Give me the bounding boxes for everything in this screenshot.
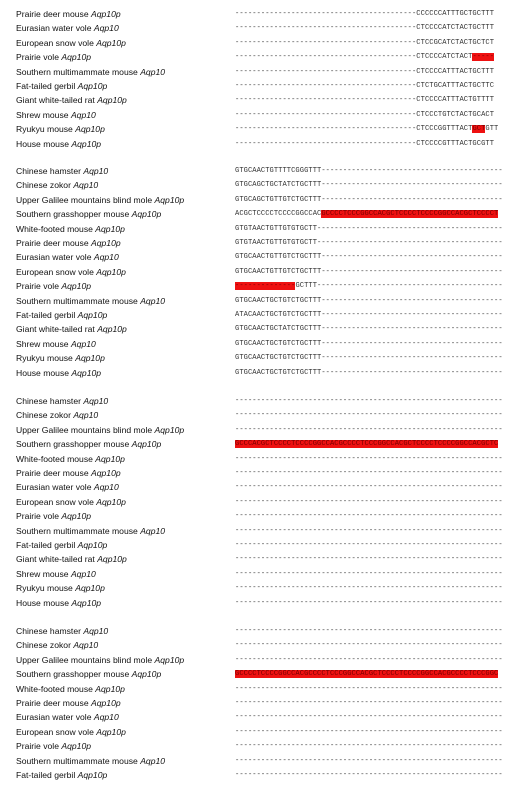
- species-label: [16, 495, 126, 509]
- species-name: Upper Galilee mountains blind mole: [16, 194, 155, 205]
- alignment-row: [0, 710, 532, 724]
- gene-name: Aqp10p: [91, 238, 121, 248]
- species-label: [16, 624, 108, 638]
- gene-name: Aqp10p: [131, 209, 162, 220]
- sequence-highlight: GCT: [472, 125, 486, 134]
- gene-name: Aqp10p: [96, 496, 126, 507]
- gene-name: Aqp10: [73, 410, 99, 421]
- alignment-row: [0, 394, 532, 408]
- sequence: --------------------------------------------------------------: [235, 555, 503, 564]
- sequence: --------------------------------------------------------------: [235, 584, 503, 593]
- gene-name: Aqp10: [93, 482, 119, 493]
- gene-name: Aqp10p: [154, 194, 185, 205]
- sequence: --------------------------------------------------------------: [235, 684, 503, 693]
- species-name: White-footed mouse: [16, 223, 96, 234]
- sequence: --------------------------------------------------------------: [235, 699, 503, 707]
- gene-name: Aqp10: [70, 568, 96, 579]
- sequence: GTGTAACTGTTGTGTGCTT-------------------------------------------: [235, 224, 503, 233]
- species-name: Prairie deer mouse: [16, 9, 91, 19]
- alignment-row: [0, 437, 532, 451]
- species-label: [16, 437, 161, 451]
- species-name: Ryukyu mouse: [16, 353, 76, 364]
- sequence: --------------------------------------------------------------: [235, 425, 503, 434]
- species-name: Eurasian water vole: [16, 23, 94, 34]
- alignment-row: [0, 122, 532, 136]
- alignment-row: [0, 423, 532, 437]
- alignment-row: [0, 725, 532, 739]
- sequence: --------------------------------------------------------------: [235, 512, 503, 521]
- sequence: --------------------------------------------------------------: [235, 641, 503, 650]
- sequence: ------------------------------------------CTCCCCATTTACTGTTTT: [235, 96, 495, 105]
- sequence-highlight: GCCCCTCCCGGCCACGCTCCCCTCCCCGGCCACGCTCCCCT: [321, 210, 499, 219]
- species-name: Prairie deer mouse: [16, 468, 91, 478]
- species-label: [16, 581, 105, 595]
- species-label: [16, 207, 161, 221]
- species-label: [16, 696, 121, 710]
- sequence: --------------------------------------------------------------: [235, 756, 503, 765]
- species-label: [16, 178, 98, 192]
- sequence: GTGCAACTGTTTTCGGGTTT------------------------------------------: [235, 167, 503, 175]
- species-name: White-footed mouse: [16, 453, 96, 464]
- alignment-row: [0, 552, 532, 566]
- alignment-row: [0, 164, 532, 178]
- species-name: Fat-tailed gerbil: [16, 540, 78, 550]
- sequence: ------------------------------------------CTCCCTGTCTACTGCACT: [235, 110, 495, 119]
- alignment-row: [0, 108, 532, 122]
- species-name: Prairie vole: [16, 281, 62, 292]
- species-name: Southern multimammate mouse: [16, 295, 141, 306]
- gene-name: Aqp10: [93, 23, 119, 34]
- alignment-row: [0, 93, 532, 107]
- gene-name: Aqp10p: [96, 726, 126, 737]
- sequence: --------------------------------------------------------------: [235, 397, 503, 405]
- species-name: Fat-tailed gerbil: [16, 770, 78, 780]
- sequence: --------------GCTTT-------------------------------------------: [235, 282, 503, 291]
- species-label: [16, 596, 101, 610]
- gene-name: Aqp10: [83, 166, 109, 176]
- species-label: [16, 754, 165, 768]
- gene-name: Aqp10: [73, 640, 99, 651]
- species-name: Shrew mouse: [16, 568, 71, 579]
- gene-name: Aqp10p: [77, 770, 108, 780]
- alignment-row: [0, 495, 532, 509]
- sequence: --------------------------------------------------------------: [235, 727, 503, 736]
- sequence-highlight: --------------: [235, 282, 296, 291]
- sequence: ------------------------------------------CTCCCCATCTACTGCTTT: [235, 24, 495, 33]
- species-label: [16, 524, 165, 538]
- sequence: GTGCAACTGTTGTCTGCTTT------------------------------------------: [235, 267, 503, 276]
- species-name: Shrew mouse: [16, 338, 71, 349]
- alignment-row: [0, 7, 532, 21]
- alignment-row: [0, 65, 532, 79]
- alignment-row: [0, 178, 532, 192]
- species-name: Southern grasshopper mouse: [16, 669, 132, 680]
- species-label: [16, 265, 126, 279]
- alignment-row: [0, 408, 532, 422]
- alignment-row: [0, 538, 532, 552]
- gene-name: Aqp10p: [61, 511, 92, 522]
- alignment-row: [0, 667, 532, 681]
- species-label: [16, 567, 96, 581]
- sequence: [235, 437, 525, 451]
- species-name: Fat-tailed gerbil: [16, 310, 78, 320]
- alignment-row: [0, 193, 532, 207]
- species-name: Southern grasshopper mouse: [16, 439, 132, 450]
- species-name: Southern multimammate mouse: [16, 525, 141, 536]
- alignment-row: [0, 466, 532, 480]
- gene-name: Aqp10p: [77, 310, 108, 320]
- species-name: Chinese hamster: [16, 626, 84, 636]
- species-label: [16, 351, 105, 365]
- sequence: --------------------------------------------------------------: [235, 771, 503, 779]
- species-name: House mouse: [16, 597, 72, 608]
- species-name: Southern grasshopper mouse: [16, 209, 132, 220]
- alignment-row: [0, 638, 532, 652]
- gene-name: Aqp10p: [71, 138, 102, 149]
- alignment-row: [0, 452, 532, 466]
- species-label: [16, 682, 125, 696]
- species-name: Fat-tailed gerbil: [16, 81, 78, 91]
- alignment-row: [0, 624, 532, 638]
- sequence: ------------------------------------------CTCCCCGTTTACTGCGTT: [235, 139, 495, 148]
- gene-name: Aqp10p: [96, 266, 126, 277]
- species-name: Prairie deer mouse: [16, 238, 91, 248]
- alignment-row: [0, 294, 532, 308]
- species-label: [16, 122, 105, 136]
- species-label: [16, 653, 184, 667]
- gene-name: Aqp10p: [97, 554, 127, 565]
- alignment-row: [0, 279, 532, 293]
- alignment-row: [0, 250, 532, 264]
- species-name: Ryukyu mouse: [16, 124, 76, 135]
- alignment-row: [0, 21, 532, 35]
- species-label: [16, 193, 184, 207]
- sequence: GTGCAACTGCTGTCTGCTTT------------------------------------------: [235, 296, 503, 305]
- sequence: GTGCAACTGCTATCTGCTTT------------------------------------------: [235, 325, 503, 334]
- species-name: Shrew mouse: [16, 109, 71, 120]
- sequence: --------------------------------------------------------------: [235, 454, 503, 463]
- sequence: ------------------------------------------CTCCGCATCTACTGCTCT: [235, 38, 495, 47]
- species-name: Giant white-tailed rat: [16, 554, 98, 565]
- species-name: House mouse: [16, 138, 72, 149]
- alignment-row: [0, 236, 532, 250]
- species-name: European snow vole: [16, 266, 97, 277]
- gene-name: Aqp10p: [91, 468, 121, 478]
- species-label: [16, 322, 127, 336]
- gene-name: Aqp10p: [75, 583, 105, 594]
- species-label: [16, 50, 91, 64]
- species-label: [16, 164, 108, 178]
- sequence: GTGCAACTGCTGTCTGCTTT------------------------------------------: [235, 354, 503, 363]
- sequence-highlight: GCCCCTCCCCGGCCACGCCCCTCCCGGCCACGCTCCCCTCCCCGGCCACGCCCCTCCCGGC: [235, 670, 499, 679]
- species-name: Eurasian water vole: [16, 252, 94, 263]
- species-label: [16, 739, 91, 753]
- alignment-row: [0, 696, 532, 710]
- alignment-row: [0, 567, 532, 581]
- species-label: [16, 408, 98, 422]
- species-label: [16, 93, 127, 107]
- alignment-row: [0, 265, 532, 279]
- gene-name: Aqp10p: [97, 95, 127, 106]
- alignment-row: [0, 207, 532, 221]
- alignment-row: [0, 337, 532, 351]
- species-label: [16, 7, 121, 21]
- species-label: [16, 423, 184, 437]
- species-label: [16, 480, 119, 494]
- species-name: Chinese hamster: [16, 166, 84, 176]
- gene-name: Aqp10p: [154, 424, 185, 435]
- species-label: [16, 538, 107, 552]
- gene-name: Aqp10p: [131, 669, 162, 680]
- gene-name: Aqp10p: [131, 439, 162, 450]
- species-label: [16, 79, 107, 93]
- species-name: Chinese zokor: [16, 410, 74, 421]
- species-name: European snow vole: [16, 726, 97, 737]
- alignment-row: [0, 509, 532, 523]
- gene-name: Aqp10: [140, 755, 166, 766]
- gene-name: Aqp10p: [75, 124, 105, 135]
- sequence: --------------------------------------------------------------: [235, 742, 503, 751]
- sequence: --------------------------------------------------------------: [235, 569, 503, 578]
- sequence: --------------------------------------------------------------: [235, 655, 503, 664]
- alignment-row: [0, 754, 532, 768]
- species-label: [16, 36, 126, 50]
- species-name: Prairie vole: [16, 511, 62, 522]
- gene-name: Aqp10: [70, 338, 96, 349]
- sequence: ATACAACTGCTGTCTGCTTT------------------------------------------: [235, 311, 503, 319]
- sequence: --------------------------------------------------------------: [235, 497, 503, 506]
- species-label: [16, 366, 101, 380]
- gene-name: Aqp10p: [96, 37, 126, 48]
- species-name: Prairie deer mouse: [16, 698, 91, 708]
- gene-name: Aqp10: [140, 66, 166, 77]
- gene-name: Aqp10p: [95, 683, 125, 694]
- alignment-row: [0, 581, 532, 595]
- species-label: [16, 108, 96, 122]
- sequence: GTGCAACTGCTGTCTGCTTT------------------------------------------: [235, 368, 503, 377]
- species-name: Chinese zokor: [16, 640, 74, 651]
- gene-name: Aqp10: [73, 180, 99, 191]
- species-name: Upper Galilee mountains blind mole: [16, 654, 155, 665]
- species-label: [16, 552, 127, 566]
- gene-name: Aqp10p: [61, 281, 92, 292]
- species-name: Chinese zokor: [16, 180, 74, 191]
- species-label: [16, 308, 107, 322]
- species-label: [16, 768, 107, 782]
- sequence: ACGCTCCCCTCCCCGGCCACGCCCCTCCCGGCCACGCTCCCCTCCCCGGCCACGCTCCCCT: [235, 210, 499, 219]
- sequence: [235, 667, 525, 681]
- species-name: European snow vole: [16, 496, 97, 507]
- alignment-row: [0, 351, 532, 365]
- gene-name: Aqp10: [140, 525, 166, 536]
- sequence: GTGCAGCTGTTGTCTGCTTT------------------------------------------: [235, 195, 503, 204]
- sequence: ------------------------------------------CTCCCCATTTACTGCTTT: [235, 67, 495, 76]
- species-label: [16, 337, 96, 351]
- gene-name: Aqp10: [70, 109, 96, 120]
- species-label: [16, 509, 91, 523]
- sequence: GTGTAACTGTTGTGTGCTT-------------------------------------------: [235, 239, 503, 247]
- species-name: Upper Galilee mountains blind mole: [16, 424, 155, 435]
- gene-name: Aqp10p: [75, 353, 105, 364]
- sequence: ------------------------------------------CCCCCCATTTGCTGCTTT: [235, 10, 495, 18]
- gene-name: Aqp10: [83, 626, 109, 636]
- species-name: Southern multimammate mouse: [16, 66, 141, 77]
- alignment-row: [0, 480, 532, 494]
- sequence: GTGCAACTGCTGTCTGCTTT------------------------------------------: [235, 339, 503, 348]
- gene-name: Aqp10p: [77, 81, 108, 91]
- sequence: GTGCAACTGTTGTCTGCTTT------------------------------------------: [235, 253, 503, 262]
- gene-name: Aqp10p: [154, 654, 185, 665]
- species-name: White-footed mouse: [16, 683, 96, 694]
- species-name: Giant white-tailed rat: [16, 95, 98, 106]
- alignment-row: [0, 366, 532, 380]
- gene-name: Aqp10: [83, 396, 109, 406]
- species-label: [16, 21, 119, 35]
- species-label: [16, 236, 121, 250]
- species-label: [16, 452, 125, 466]
- gene-name: Aqp10p: [71, 367, 102, 378]
- alignment-row: [0, 322, 532, 336]
- species-label: [16, 250, 119, 264]
- alignment-row: [0, 653, 532, 667]
- species-label: [16, 65, 165, 79]
- species-label: [16, 638, 98, 652]
- sequence: --------------------------------------------------------------: [235, 713, 503, 722]
- gene-name: Aqp10p: [91, 698, 121, 708]
- species-label: [16, 137, 101, 151]
- gene-name: Aqp10: [93, 712, 119, 723]
- sequence: --------------------------------------------------------------: [235, 541, 503, 549]
- alignment-row: [0, 524, 532, 538]
- species-name: Ryukyu mouse: [16, 583, 76, 594]
- gene-name: Aqp10p: [95, 453, 125, 464]
- species-label: [16, 725, 126, 739]
- species-name: Southern multimammate mouse: [16, 755, 141, 766]
- species-label: [16, 294, 165, 308]
- species-name: European snow vole: [16, 37, 97, 48]
- sequence: --------------------------------------------------------------: [235, 411, 503, 420]
- alignment-row: [0, 36, 532, 50]
- species-name: Giant white-tailed rat: [16, 324, 98, 335]
- species-name: Prairie vole: [16, 741, 62, 752]
- sequence: --------------------------------------------------------------: [235, 598, 503, 607]
- sequence: --------------------------------------------------------------: [235, 469, 503, 477]
- gene-name: Aqp10p: [97, 324, 127, 335]
- alignment-row: [0, 739, 532, 753]
- species-label: [16, 394, 108, 408]
- alignment-row: [0, 308, 532, 322]
- alignment-row: [0, 596, 532, 610]
- gene-name: Aqp10: [93, 252, 119, 263]
- alignment-row: [0, 682, 532, 696]
- sequence: GTGCAGCTGCTATCTGCTTT------------------------------------------: [235, 181, 503, 190]
- alignment-row: [0, 768, 532, 782]
- species-label: [16, 466, 121, 480]
- sequence: --------------------------------------------------------------: [235, 483, 503, 492]
- sequence: --------------------------------------------------------------: [235, 627, 503, 635]
- gene-name: Aqp10p: [61, 741, 92, 752]
- gene-name: Aqp10p: [61, 52, 92, 63]
- species-label: [16, 710, 119, 724]
- gene-name: Aqp10p: [77, 540, 108, 550]
- alignment-row: [0, 222, 532, 236]
- alignment-row: [0, 50, 532, 64]
- gene-name: Aqp10p: [71, 597, 102, 608]
- species-name: Eurasian water vole: [16, 482, 94, 493]
- sequence: ------------------------------------------CTCCCGGTTTACTGCTGTT: [235, 125, 499, 134]
- gene-name: Aqp10p: [95, 223, 125, 234]
- species-label: [16, 222, 125, 236]
- sequence: ------------------------------------------CTCCCCATCTACT-----: [235, 53, 495, 62]
- sequence-highlight: -----: [472, 53, 495, 62]
- species-label: [16, 667, 161, 681]
- species-name: Chinese hamster: [16, 396, 84, 406]
- species-label: [16, 279, 91, 293]
- sequence: ------------------------------------------CTCTGCATTTACTGCTTC: [235, 82, 495, 90]
- alignment-row: [0, 137, 532, 151]
- species-name: Eurasian water vole: [16, 712, 94, 723]
- alignment-row: [0, 79, 532, 93]
- species-name: Prairie vole: [16, 52, 62, 63]
- gene-name: Aqp10: [140, 295, 166, 306]
- sequence-highlight: GCCCACGCTCCCCTCCCCGGCCACGCCCCTCCCGGCCACGCTCCCCTCCCCGGCCACGCTC: [235, 440, 499, 449]
- sequence: --------------------------------------------------------------: [235, 526, 503, 535]
- gene-name: Aqp10p: [91, 9, 121, 19]
- species-name: House mouse: [16, 367, 72, 378]
